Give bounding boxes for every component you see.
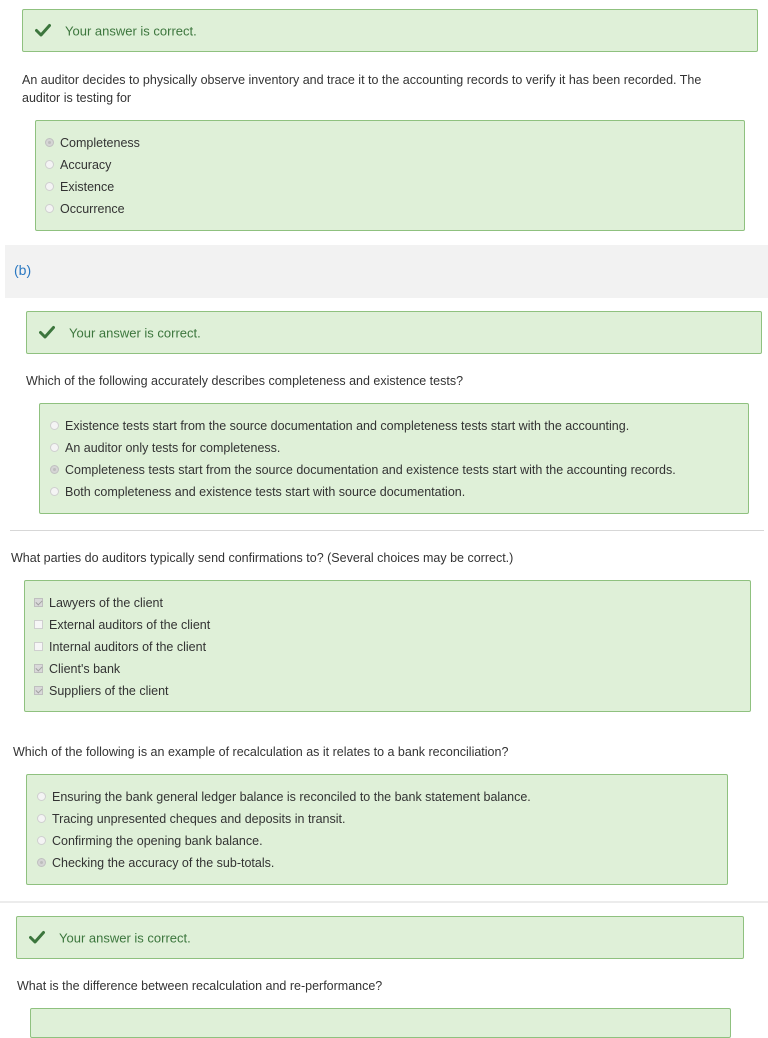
feedback-text: Your answer is correct. xyxy=(59,930,191,945)
radio-button[interactable] xyxy=(37,814,46,823)
radio-button-selected[interactable] xyxy=(45,138,54,147)
radio-button[interactable] xyxy=(50,421,59,430)
check-icon xyxy=(39,324,55,340)
radio-button[interactable] xyxy=(45,182,54,191)
radio-button[interactable] xyxy=(45,204,54,213)
answer-options: Lawyers of the client External auditors of the client Internal auditors of the client Client's bank Suppliers of the client xyxy=(24,580,751,712)
answer-options: Existence tests start from the source documentation and completeness tests start with the accounting. An auditor only tests for completeness. Completeness tests start from the source documentation and existence tests start with the accounting records. Both completeness and existence tests start with source documentation. xyxy=(39,403,749,514)
correct-feedback-banner xyxy=(22,9,758,52)
answer-options xyxy=(30,1008,731,1038)
correct-feedback-banner xyxy=(26,311,762,354)
question-text: What parties do auditors typically send confirmations to? (Several choices may be correct.) xyxy=(11,551,514,565)
checkbox-checked[interactable] xyxy=(34,598,43,607)
checkbox-checked[interactable] xyxy=(34,664,43,673)
question-text: Which of the following accurately describes completeness and existence tests? xyxy=(26,374,464,388)
question-text: An auditor decides to physically observe inventory and trace it to the accounting records to verify it has been recorded. The auditor is testing for xyxy=(22,73,702,105)
divider xyxy=(0,901,768,903)
question-text: What is the difference between recalculation and re-performance? xyxy=(17,979,383,993)
checkbox-checked[interactable] xyxy=(34,686,43,695)
answer-options: Ensuring the bank general ledger balance is reconciled to the bank statement balance. Tracing unpresented cheques and deposits in transit. Confirming the opening bank balance. Checking the accuracy of the sub-totals. xyxy=(26,774,728,885)
radio-button[interactable] xyxy=(37,792,46,801)
feedback-text: Your answer is correct. xyxy=(65,23,197,38)
correct-feedback-banner xyxy=(16,916,744,959)
check-icon xyxy=(29,929,45,945)
radio-button[interactable] xyxy=(50,443,59,452)
radio-button-selected[interactable] xyxy=(37,858,46,867)
section-label: (b) xyxy=(14,262,32,278)
feedback-text: Your answer is correct. xyxy=(69,325,201,340)
check-icon xyxy=(35,22,51,38)
radio-button[interactable] xyxy=(50,487,59,496)
radio-button[interactable] xyxy=(37,836,46,845)
question-text: Which of the following is an example of recalculation as it relates to a bank reconciliation? xyxy=(13,745,509,759)
checkbox[interactable] xyxy=(34,642,43,651)
radio-button[interactable] xyxy=(45,160,54,169)
radio-button-selected[interactable] xyxy=(50,465,59,474)
section-header xyxy=(5,245,768,298)
divider xyxy=(10,530,764,531)
answer-options: Completeness Accuracy Existence Occurrence xyxy=(35,120,745,231)
checkbox[interactable] xyxy=(34,620,43,629)
